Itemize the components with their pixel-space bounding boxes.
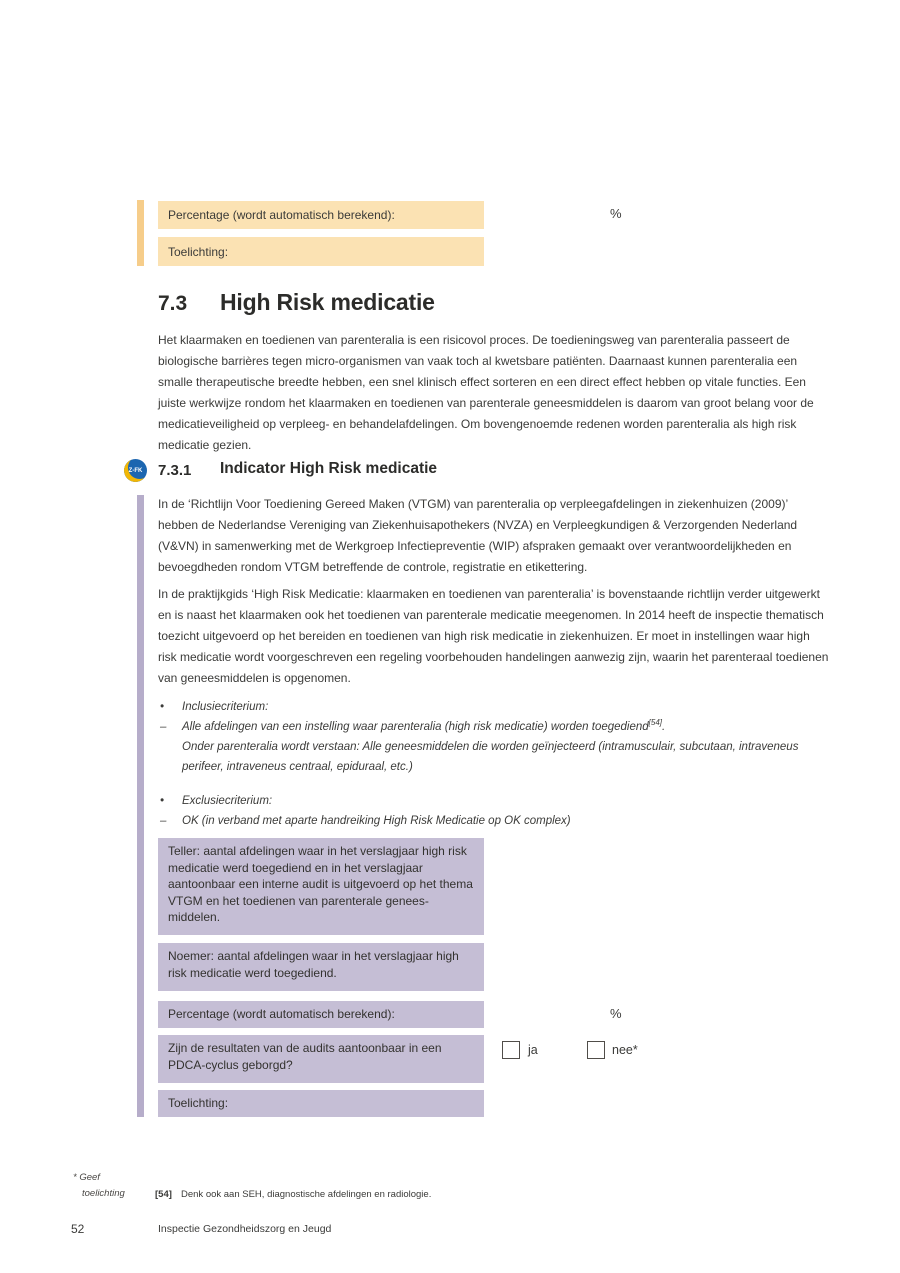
indicator-logo-icon <box>124 459 147 482</box>
toelichting-field-label: Toelichting: <box>168 1096 229 1111</box>
toelichting-field-box <box>158 1090 484 1117</box>
exclusie-header: Exclusiecriterium: <box>182 795 273 807</box>
inclusie-item-end: . <box>662 721 666 733</box>
toelichting-field-label: Toelichting: <box>168 244 229 259</box>
percentage-unit: % <box>610 1006 622 1021</box>
page-number: 52 <box>71 1222 85 1236</box>
percentage-field-label: Percentage (wordt automatisch berekend): <box>168 1007 395 1022</box>
asterisk-footnote-line2: toelichting <box>82 1188 125 1199</box>
teller-field-label: Teller: aantal afdelingen waar in het verslagjaar high risk medicatie werd toegediend en in het verslagjaar aantoonbaar een interne audit is uitgevoerd op het thema VTGM en het toedienen van parenterale geneesmiddelen. <box>168 844 473 924</box>
inclusie-note: Onder parenteralia wordt verstaan: Alle geneesmiddelen die worden geïnjecteerd (intramusculair, subcutaan, intraveneus perifeer, intraveneus centraal, epiduraal, etc.) <box>182 741 799 773</box>
checkbox-nee-label: nee* <box>612 1043 638 1057</box>
bullet-dot-icon: • <box>160 795 165 807</box>
percentage-field-label: Percentage (wordt automatisch berekend): <box>168 208 395 222</box>
exclusie-item: OK (in verband met aparte handreiking High Risk Medicatie op OK complex) <box>182 815 571 827</box>
logo-text: Z-FK <box>128 467 143 474</box>
noemer-field-label: Noemer: aantal afdelingen waar in het verslagjaar high risk medicatie werd toegediend. <box>168 949 459 980</box>
teller-field-box <box>158 838 484 935</box>
pdca-question-label: Zijn de resultaten van de audits aantoonbaar in een PDCA-cyclus geborgd? <box>168 1041 442 1072</box>
noemer-field-box <box>158 943 484 991</box>
subsection-number: 7.3.1 <box>158 462 192 479</box>
footnote-number: [54] <box>155 1189 172 1200</box>
section-title: High Risk medicatie <box>220 289 435 315</box>
publisher-name: Inspectie Gezondheidszorg en Jeugd <box>158 1223 332 1235</box>
percentage-unit: % <box>610 206 622 221</box>
toelichting-field-label-box <box>158 237 484 266</box>
section-number: 7.3 <box>158 292 188 315</box>
inclusie-item-text: Alle afdelingen van een instelling waar parenteralia (high risk medicatie) worden toegediend <box>182 721 649 733</box>
orange-section-bar <box>137 200 144 266</box>
section-intro-paragraph: Het klaarmaken en toedienen van parenteralia is een risicovol proces. De toedieningsweg van parenteralia passeert de biologische barrières tegen micro-organismen van vaak toch al kwetsbare patiënten. Daarnaast kunnen parenteralia een smalle therapeutische breedte hebben, een snel klinisch effect sorteren en een direct effect hebben op vitale functies. Een juiste werkwijze rondom het klaarmaken en toedienen van parenterale geneesmiddelen is daarom van groot belang voor de medicatieveiligheid op verpleeg- en behandelafdelingen. Om bovengenoemde redenen worden parenteralia als high risk medicatie gezien. <box>158 333 814 452</box>
indicator-paragraph-1: In de ‘Richtlijn Voor Toediening Gereed Maken (VTGM) van parenteralia op verpleegafdelingen in ziekenhuizen (2009)’ hebben de Nederlandse Vereniging van Ziekenhuisapothekers (NVZA) en Verpleegkundigen & Verzorgenden Nederland (V&VN) in samenwerking met de Werkgroep Infectiepreventie (WIP) afspraken gemaakt over verantwoordelijkheden en bevoegdheden rondom VTGM betreffende de controle, registratie en etikettering. <box>158 497 798 574</box>
checkbox-nee[interactable] <box>587 1041 605 1059</box>
subsection-title: Indicator High Risk medicatie <box>220 460 438 477</box>
percentage-field-box <box>158 1001 484 1028</box>
footnote-ref-superscript: [54] <box>648 718 663 728</box>
footnote-text: Denk ook aan SEH, diagnostische afdelingen en radiologie. <box>181 1189 432 1200</box>
bullet-dash-icon: – <box>160 815 167 827</box>
percentage-field-label-box <box>158 201 484 229</box>
inclusie-item <box>182 717 830 737</box>
bullet-dash-icon: – <box>160 721 167 733</box>
checkbox-ja[interactable] <box>502 1041 520 1059</box>
asterisk-footnote-line1: * Geef <box>73 1172 100 1183</box>
indicator-section-bar <box>137 495 144 1117</box>
inclusie-header: Inclusiecriterium: <box>182 701 269 713</box>
bullet-dot-icon: • <box>160 701 165 713</box>
pdca-question-box <box>158 1035 484 1083</box>
indicator-paragraph-2: In de praktijkgids ‘High Risk Medicatie: klaarmaken en toedienen van parenteralia’ is bovenstaande richtlijn verder uitgewerkt en is naast het klaarmaken ook het toedienen van parenterale medicatie meegenomen. In 2014 heeft de inspectie thematisch toezicht uitgevoerd op het bereiden en toedienen van high risk medicatie in ziekenhuizen. Er moet in instellingen waar high risk medicatie wordt voorgeschreven een regeling voorbehouden handelingen aanwezig zijn, waarin het parenteraal toedienen van geneesmiddelen is opgenomen. <box>158 587 829 685</box>
checkbox-ja-label: ja <box>528 1043 538 1057</box>
